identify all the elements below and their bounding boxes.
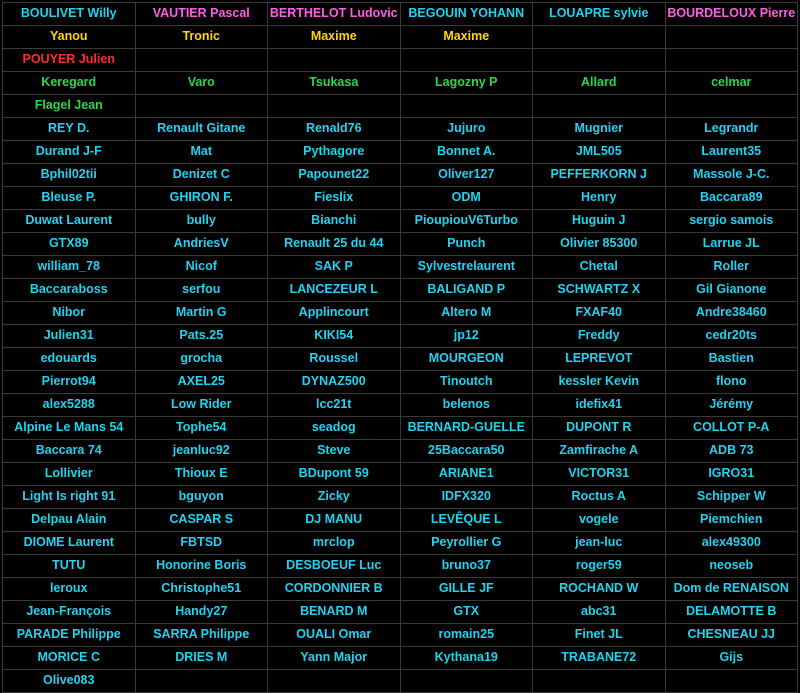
participant-cell: belenos xyxy=(400,394,533,417)
table-row xyxy=(3,463,798,486)
participant-cell: ROCHAND W xyxy=(533,578,666,601)
participant-cell: Christophe51 xyxy=(135,578,268,601)
participant-cell: Huguin J xyxy=(533,210,666,233)
empty-cell xyxy=(665,95,798,118)
participant-cell: Olivier 85300 xyxy=(533,233,666,256)
column-header: BEGOUIN YOHANN xyxy=(400,3,533,26)
table-row xyxy=(3,141,798,164)
table-row xyxy=(3,118,798,141)
participant-cell: CORDONNIER B xyxy=(268,578,401,601)
participant-cell: Andre38460 xyxy=(665,302,798,325)
participant-cell: Papounet22 xyxy=(268,164,401,187)
participant-cell: seadog xyxy=(268,417,401,440)
participant-cell: KIKI54 xyxy=(268,325,401,348)
empty-cell xyxy=(533,49,666,72)
participant-cell: Keregard xyxy=(3,72,136,95)
table-row xyxy=(3,371,798,394)
participant-cell: jp12 xyxy=(400,325,533,348)
participant-cell: leroux xyxy=(3,578,136,601)
participant-cell: idefix41 xyxy=(533,394,666,417)
column-header: VAUTIER Pascal xyxy=(135,3,268,26)
participant-cell: Baccara 74 xyxy=(3,440,136,463)
participant-cell: CASPAR S xyxy=(135,509,268,532)
participant-cell: TUTU xyxy=(3,555,136,578)
table-row xyxy=(3,348,798,371)
participant-cell: Roussel xyxy=(268,348,401,371)
participant-cell: Nicof xyxy=(135,256,268,279)
empty-cell xyxy=(400,670,533,693)
participant-cell: Sylvestrelaurent xyxy=(400,256,533,279)
participant-cell: Chetal xyxy=(533,256,666,279)
participant-cell: edouards xyxy=(3,348,136,371)
participant-cell: bully xyxy=(135,210,268,233)
table-header xyxy=(3,3,798,26)
column-header: LOUAPRE sylvie xyxy=(533,3,666,26)
participant-cell: Honorine Boris xyxy=(135,555,268,578)
participant-cell: Flagel Jean xyxy=(3,95,136,118)
participant-cell: COLLOT P-A xyxy=(665,417,798,440)
table-row xyxy=(3,509,798,532)
participant-cell: jean-luc xyxy=(533,532,666,555)
participant-cell: Mugnier xyxy=(533,118,666,141)
participant-cell: Handy27 xyxy=(135,601,268,624)
participant-cell: GTX89 xyxy=(3,233,136,256)
participant-cell: AndriesV xyxy=(135,233,268,256)
participant-cell: Altero M xyxy=(400,302,533,325)
roster-table xyxy=(2,2,798,693)
participant-cell: Bleuse P. xyxy=(3,187,136,210)
participant-cell: Bphil02tii xyxy=(3,164,136,187)
participant-cell: REY D. xyxy=(3,118,136,141)
participant-cell: FBTSD xyxy=(135,532,268,555)
participant-cell: bguyon xyxy=(135,486,268,509)
participant-cell: Tronic xyxy=(135,26,268,49)
participant-cell: SAK P xyxy=(268,256,401,279)
participant-cell: Henry xyxy=(533,187,666,210)
participant-cell: PARADE Philippe xyxy=(3,624,136,647)
participant-cell: cedr20ts xyxy=(665,325,798,348)
table-row xyxy=(3,325,798,348)
participant-cell: kessler Kevin xyxy=(533,371,666,394)
table-row xyxy=(3,486,798,509)
participant-cell: FXAF40 xyxy=(533,302,666,325)
participant-cell: Baccara89 xyxy=(665,187,798,210)
participant-cell: IGRO31 xyxy=(665,463,798,486)
participant-cell: Pierrot94 xyxy=(3,371,136,394)
participant-cell: OUALI Omar xyxy=(268,624,401,647)
participant-cell: Oliver127 xyxy=(400,164,533,187)
participant-cell: Gijs xyxy=(665,647,798,670)
participant-cell: Julien31 xyxy=(3,325,136,348)
participant-cell: Renault 25 du 44 xyxy=(268,233,401,256)
table-row xyxy=(3,647,798,670)
table-row xyxy=(3,440,798,463)
table-row xyxy=(3,417,798,440)
participant-cell: IDFX320 xyxy=(400,486,533,509)
participant-cell: Bianchi xyxy=(268,210,401,233)
participant-cell: sergio samois xyxy=(665,210,798,233)
participant-cell: bruno37 xyxy=(400,555,533,578)
table-row xyxy=(3,256,798,279)
participant-cell: Delpau Alain xyxy=(3,509,136,532)
participant-cell: Nibor xyxy=(3,302,136,325)
column-header: BERTHELOT Ludovic xyxy=(268,3,401,26)
column-header: BOURDELOUX Pierre xyxy=(665,3,798,26)
participant-cell: DELAMOTTE B xyxy=(665,601,798,624)
participant-cell: Bonnet A. xyxy=(400,141,533,164)
participant-cell: SARRA Philippe xyxy=(135,624,268,647)
participant-cell: BDupont 59 xyxy=(268,463,401,486)
participant-cell: Maxime xyxy=(400,26,533,49)
participant-cell: DUPONT R xyxy=(533,417,666,440)
table-row xyxy=(3,670,798,693)
table-row xyxy=(3,187,798,210)
table-row xyxy=(3,164,798,187)
participant-cell: william_78 xyxy=(3,256,136,279)
table-row xyxy=(3,210,798,233)
participant-cell: Martin G xyxy=(135,302,268,325)
participant-cell: alex49300 xyxy=(665,532,798,555)
participant-cell: CHESNEAU JJ xyxy=(665,624,798,647)
table-body xyxy=(3,26,798,693)
participant-cell: Maxime xyxy=(268,26,401,49)
empty-cell xyxy=(135,49,268,72)
empty-cell xyxy=(533,670,666,693)
participant-cell: Massole J-C. xyxy=(665,164,798,187)
participant-cell: DIOME Laurent xyxy=(3,532,136,555)
participant-cell: neoseb xyxy=(665,555,798,578)
participant-cell: LANCEZEUR L xyxy=(268,279,401,302)
participant-cell: Denizet C xyxy=(135,164,268,187)
participant-cell: Durand J-F xyxy=(3,141,136,164)
participant-cell: JML505 xyxy=(533,141,666,164)
participant-cell: celmar xyxy=(665,72,798,95)
participant-cell: GILLE JF xyxy=(400,578,533,601)
participant-cell: Olive083 xyxy=(3,670,136,693)
empty-cell xyxy=(268,670,401,693)
participant-cell: Roller xyxy=(665,256,798,279)
participant-cell: SCHWARTZ X xyxy=(533,279,666,302)
column-header: BOULIVET Willy xyxy=(3,3,136,26)
participant-cell: flono xyxy=(665,371,798,394)
participant-cell: Yanou xyxy=(3,26,136,49)
participant-cell: Finet JL xyxy=(533,624,666,647)
participant-cell: abc31 xyxy=(533,601,666,624)
table-row xyxy=(3,532,798,555)
participant-cell: GHIRON F. xyxy=(135,187,268,210)
empty-cell xyxy=(268,95,401,118)
table-row xyxy=(3,279,798,302)
table-row xyxy=(3,394,798,417)
participant-cell: Kythana19 xyxy=(400,647,533,670)
participant-cell: Laurent35 xyxy=(665,141,798,164)
participant-cell: Pythagore xyxy=(268,141,401,164)
participant-cell: PioupiouV6Turbo xyxy=(400,210,533,233)
participant-cell: Lollivier xyxy=(3,463,136,486)
participant-cell: Thioux E xyxy=(135,463,268,486)
participant-cell: MOURGEON xyxy=(400,348,533,371)
participant-cell: lcc21t xyxy=(268,394,401,417)
participant-cell: Renald76 xyxy=(268,118,401,141)
participant-cell: GTX xyxy=(400,601,533,624)
participant-cell: grocha xyxy=(135,348,268,371)
participant-cell: Zamfirache A xyxy=(533,440,666,463)
participant-cell: Pats.25 xyxy=(135,325,268,348)
participant-cell: Steve xyxy=(268,440,401,463)
participant-cell: BENARD M xyxy=(268,601,401,624)
participant-cell: Baccaraboss xyxy=(3,279,136,302)
table-row xyxy=(3,302,798,325)
participant-cell: Yann Major xyxy=(268,647,401,670)
table-row xyxy=(3,26,798,49)
table-row xyxy=(3,555,798,578)
empty-cell xyxy=(135,95,268,118)
participant-cell: LEPREVOT xyxy=(533,348,666,371)
participant-cell: Tinoutch xyxy=(400,371,533,394)
participant-cell: romain25 xyxy=(400,624,533,647)
table-row xyxy=(3,233,798,256)
participant-cell: Varo xyxy=(135,72,268,95)
participant-cell: ODM xyxy=(400,187,533,210)
participant-cell: Schipper W xyxy=(665,486,798,509)
participant-cell: Mat xyxy=(135,141,268,164)
participant-cell: Fieslix xyxy=(268,187,401,210)
participant-cell: Bastien xyxy=(665,348,798,371)
participant-cell: Jean-François xyxy=(3,601,136,624)
participant-cell: Roctus A xyxy=(533,486,666,509)
participant-cell: Low Rider xyxy=(135,394,268,417)
empty-cell xyxy=(400,49,533,72)
header-row xyxy=(3,3,798,26)
participant-cell: jeanluc92 xyxy=(135,440,268,463)
empty-cell xyxy=(665,670,798,693)
empty-cell xyxy=(135,670,268,693)
participant-cell: TRABANE72 xyxy=(533,647,666,670)
participant-cell: Dom de RENAISON xyxy=(665,578,798,601)
empty-cell xyxy=(400,95,533,118)
participant-cell: Jujuro xyxy=(400,118,533,141)
table-row xyxy=(3,95,798,118)
participant-cell: Jérémy xyxy=(665,394,798,417)
participant-cell: roger59 xyxy=(533,555,666,578)
participant-cell: Allard xyxy=(533,72,666,95)
participant-cell: Tophe54 xyxy=(135,417,268,440)
participant-cell: 25Baccara50 xyxy=(400,440,533,463)
empty-cell xyxy=(665,26,798,49)
participant-cell: PEFFERKORN J xyxy=(533,164,666,187)
participant-cell: Larrue JL xyxy=(665,233,798,256)
participant-cell: DESBOEUF Luc xyxy=(268,555,401,578)
participant-cell: LEVÊQUE L xyxy=(400,509,533,532)
table-row xyxy=(3,624,798,647)
participant-cell: Renault Gitane xyxy=(135,118,268,141)
participant-cell: POUYER Julien xyxy=(3,49,136,72)
participant-cell: serfou xyxy=(135,279,268,302)
participant-cell: Piemchien xyxy=(665,509,798,532)
participant-cell: Freddy xyxy=(533,325,666,348)
participant-cell: Punch xyxy=(400,233,533,256)
empty-cell xyxy=(665,49,798,72)
participant-cell: Alpine Le Mans 54 xyxy=(3,417,136,440)
participant-cell: Zicky xyxy=(268,486,401,509)
participant-cell: AXEL25 xyxy=(135,371,268,394)
table-row xyxy=(3,49,798,72)
empty-cell xyxy=(268,49,401,72)
participant-cell: DJ MANU xyxy=(268,509,401,532)
empty-cell xyxy=(533,26,666,49)
table-row xyxy=(3,72,798,95)
participant-cell: BALIGAND P xyxy=(400,279,533,302)
participant-cell: Legrandr xyxy=(665,118,798,141)
table-row xyxy=(3,578,798,601)
participant-cell: ADB 73 xyxy=(665,440,798,463)
participant-cell: Gil Gianone xyxy=(665,279,798,302)
participant-cell: DYNAZ500 xyxy=(268,371,401,394)
participant-cell: DRIES M xyxy=(135,647,268,670)
table-row xyxy=(3,601,798,624)
participant-cell: Peyrollier G xyxy=(400,532,533,555)
empty-cell xyxy=(533,95,666,118)
participant-cell: Light Is right 91 xyxy=(3,486,136,509)
participant-cell: Applincourt xyxy=(268,302,401,325)
participant-cell: ARIANE1 xyxy=(400,463,533,486)
participant-cell: Duwat Laurent xyxy=(3,210,136,233)
participant-cell: MORICE C xyxy=(3,647,136,670)
participant-cell: Tsukasa xyxy=(268,72,401,95)
participant-cell: mrclop xyxy=(268,532,401,555)
participant-cell: BERNARD-GUELLE xyxy=(400,417,533,440)
participant-cell: Lagozny P xyxy=(400,72,533,95)
participant-cell: VICTOR31 xyxy=(533,463,666,486)
participant-cell: alex5288 xyxy=(3,394,136,417)
participant-cell: vogele xyxy=(533,509,666,532)
